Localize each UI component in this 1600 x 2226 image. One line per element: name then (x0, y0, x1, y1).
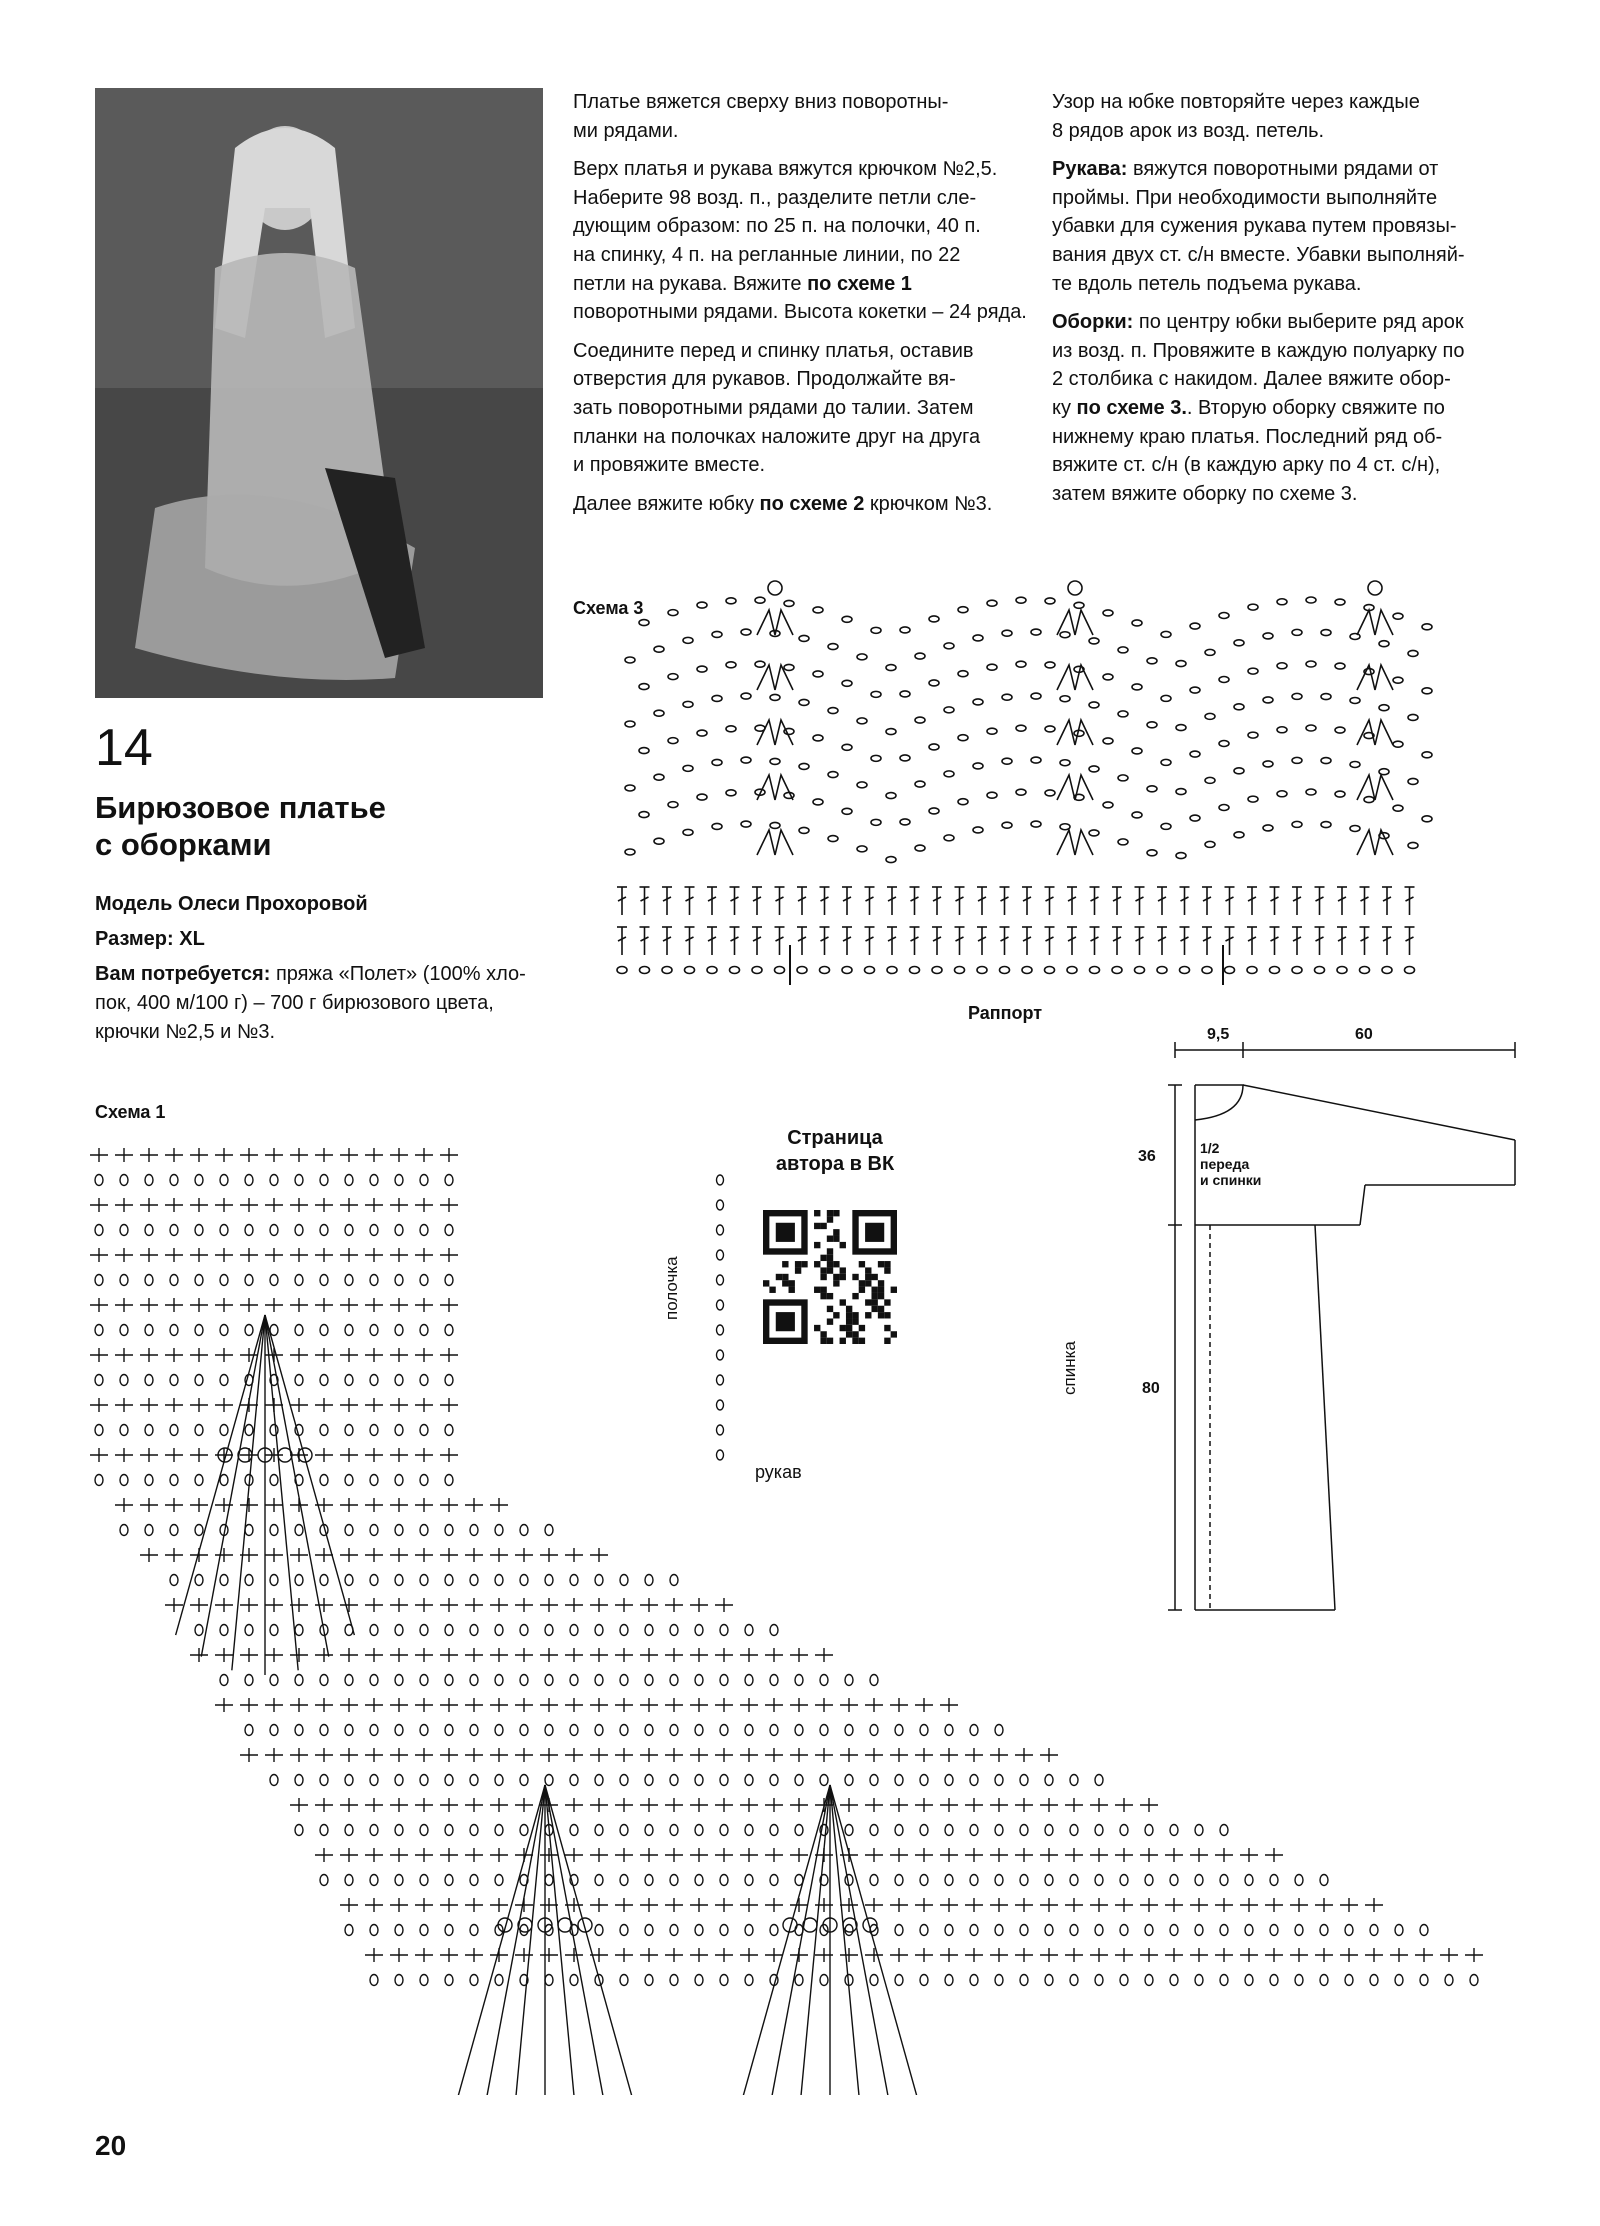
col1-p2-l5: петли на рукава. Вяжите (573, 272, 808, 295)
col1-p3-l5: и провяжите вместе. (573, 454, 766, 477)
col2-p3-l8: затем вяжите оборку по схеме 3. (1052, 482, 1358, 505)
col1-p3-l1: Соедините перед и спинку платья, оставив (573, 339, 974, 362)
scheme3-chart (610, 560, 1450, 985)
col1-p3-l2: отверстия для рукавов. Продолжайте вя- (573, 368, 956, 391)
model-photo-drawing (95, 88, 543, 698)
col1-p2-bold: по схеме 1 (807, 272, 912, 295)
spinka-label: спинка (1060, 1341, 1079, 1395)
col1-p3-l4: планки на полочках наложите друг на друга (573, 425, 981, 448)
col1-p2-l2: Наберите 98 возд. п., разделите петли сле- (573, 186, 977, 209)
size-value: XL (179, 928, 205, 950)
col2-p3-l1: по центру юбки выберите ряд арок (1133, 311, 1464, 334)
col1-p1-l1: Платье вяжется сверху вниз поворотны- (573, 91, 949, 113)
col2-p3-l5: . Вторую оборку свяжите по (1186, 396, 1445, 419)
scheme3-label: Схема 3 (573, 598, 644, 618)
col2-p1-l2: 8 рядов арок из возд. петель. (1052, 119, 1325, 142)
col2-p2-l2: проймы. При необходимости выполняйте (1052, 186, 1438, 209)
vk-label-line-1: Страница (787, 1127, 883, 1149)
size-label: Размер: (95, 928, 174, 950)
materials-line-3: крючки №2,5 и №3. (95, 1021, 276, 1043)
vk-label-line-2: автора в ВК (775, 1153, 895, 1175)
col1-p1-l2: ми рядами. (573, 119, 679, 142)
col2-p2-l4: вания двух ст. с/н вместе. Убавки выполняй- (1052, 243, 1465, 266)
col1-p2-l6: поворотными рядами. Высота кокетки – 24 ряда. (573, 301, 1027, 324)
col2-para-1 (1052, 88, 1512, 145)
col2-p2-label: Рукава: (1052, 158, 1128, 181)
size-line (95, 925, 555, 954)
text-column-1 (573, 88, 1033, 528)
col1-p4-l2: крючком №3. (864, 492, 993, 515)
col1-p4-l1: Далее вяжите юбку (573, 492, 760, 515)
col2-p2-l1: вяжутся поворотными рядами от (1127, 158, 1439, 181)
col2-p1-l1: Узор на юбке повторяйте через каждые (1052, 91, 1420, 113)
dim-yoke-height: 36 (1138, 1148, 1156, 1165)
page-number: 20 (95, 2130, 127, 2161)
dim-body-length: 80 (1142, 1380, 1160, 1397)
pattern-number: 14 (95, 719, 153, 777)
materials-line-2: пок, 400 м/100 г) – 700 г бирюзового цвета, (95, 992, 494, 1014)
materials-line-1: пряжа «Полет» (100% хло- (275, 963, 526, 985)
rapport-label: Раппорт (968, 1003, 1043, 1023)
col2-p3-l6: нижнему краю платья. Последний ряд об- (1052, 425, 1443, 448)
col2-p3-bold: по схеме 3. (1076, 396, 1187, 419)
col2-p3-l7: вяжите ст. с/н (в каждую арку по 4 ст. с/н), (1052, 454, 1441, 477)
col1-p4-bold: по схеме 2 (759, 492, 865, 515)
col2-p3-label: Оборки: (1052, 311, 1134, 334)
col2-p2-l3: убавки для сужения рукава путем провязы- (1052, 215, 1457, 238)
pattern-note-2: переда (1200, 1156, 1250, 1173)
rukav-label: рукав (755, 1462, 802, 1482)
col2-p3-l4: ку (1052, 396, 1077, 419)
materials (95, 960, 555, 1047)
model-photo (95, 88, 543, 698)
col1-p2-l4: на спинку, 4 п. на регланные линии, по 22 (573, 243, 961, 266)
materials-label: Вам потребуется: (95, 963, 271, 985)
col2-p3-l3: 2 столбика с накидом. Далее вяжите обор- (1052, 368, 1451, 391)
dim-sleeve-length: 60 (1355, 1026, 1373, 1043)
model-author: Модель Олеси Прохоровой (95, 893, 368, 915)
col1-para-3 (573, 337, 1033, 480)
col1-para-4 (573, 490, 1033, 519)
col1-para-1 (573, 88, 1033, 145)
polochka-label: полочка (662, 1256, 681, 1320)
col2-p3-l2: из возд. п. Провяжите в каждую полуарку по (1052, 339, 1465, 362)
title-line-1: Бирюзовое платье (95, 790, 386, 825)
pattern-note-3: и спинки (1200, 1172, 1262, 1189)
col1-para-2 (573, 155, 1033, 327)
col1-p2-l3: дующим образом: по 25 п. на полочки, 40 п. (573, 215, 981, 238)
pattern-title (95, 790, 555, 863)
scheme1-label: Схема 1 (95, 1102, 166, 1122)
vk-qr-code[interactable] (763, 1210, 897, 1344)
pattern-note-1: 1/2 (1200, 1140, 1220, 1156)
dim-armhole-width: 9,5 (1207, 1026, 1230, 1043)
text-column-2 (1052, 88, 1512, 518)
col1-p2-l1: Верх платья и рукава вяжутся крючком №2,5. (573, 158, 998, 181)
vk-label (760, 1125, 910, 1177)
col2-p2-l5: те вдоль петель подъема рукава. (1052, 272, 1362, 295)
col1-p3-l3: зать поворотными рядами до талии. Затем (573, 396, 974, 419)
garment-pattern-diagram (1135, 1020, 1535, 1620)
pattern-note (1200, 1140, 1261, 1188)
title-line-2: с оборками (95, 826, 272, 862)
col2-para-3 (1052, 308, 1512, 508)
col2-para-2 (1052, 155, 1512, 298)
